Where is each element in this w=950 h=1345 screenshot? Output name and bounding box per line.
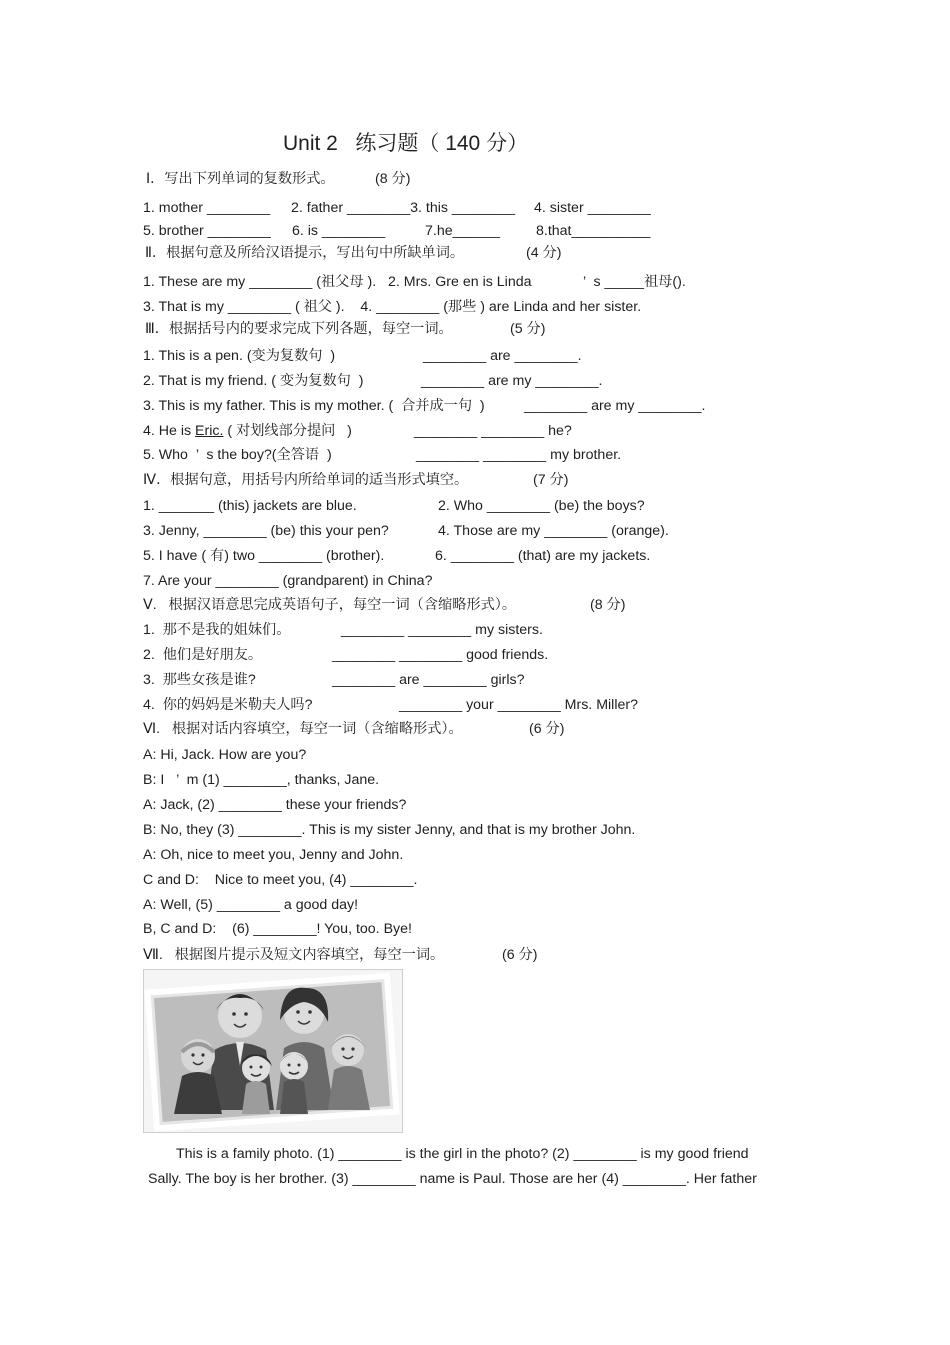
section-4-header: Ⅳ．根据句意，用括号内所给单词的适当形式填空。 <box>143 472 469 488</box>
s3-q5-answer: ________ ________ my brother. <box>416 447 622 463</box>
s3-q4-underlined: Eric. <box>195 423 224 439</box>
s1-q1: 1. mother ________ <box>143 200 270 216</box>
section-6-header: Ⅵ. 根据对话内容填空，每空一词（含缩略形式）。 <box>143 721 463 737</box>
s1-q7: 7.he______ <box>425 223 500 239</box>
s3-q1-answer: ________ are ________. <box>423 348 582 364</box>
s5-q3-answer: ________ are ________ girls? <box>332 672 525 688</box>
s3-q5: 5. Who ’ s the boy?(全答语 ) <box>143 447 332 463</box>
s2-line2: 3. That is my ________ ( 祖父 ). 4. ________ (那些 ) are Linda and her sister. <box>143 299 642 315</box>
section-1-header: Ⅰ．写出下列单词的复数形式。 <box>146 171 335 187</box>
s1-q6: 6. is ________ <box>292 223 386 239</box>
s4-q5: 5. I have ( 有) two ________ (brother). <box>143 548 385 564</box>
s3-q4 <box>143 422 352 440</box>
dialogue-line-7: A: Well, (5) ________ a good day! <box>143 897 359 913</box>
s5-q1-answer: ________ ________ my sisters. <box>341 622 543 638</box>
s5-q3: 3. 那些女孩是谁? <box>143 672 256 688</box>
s4-q4: 4. Those are my ________ (orange). <box>438 523 669 539</box>
s4-q2: 2. Who ________ (be) the boys? <box>438 498 645 514</box>
family-photo-illustration-icon <box>144 970 402 1132</box>
s3-q4-instruction: ( 对划线部分提问 ) <box>223 423 352 439</box>
s2-line1-end: ’ s _____祖母(). <box>583 274 686 290</box>
dialogue-line-1: A: Hi, Jack. How are you? <box>143 747 307 763</box>
section-3-score: (5 分) <box>510 321 546 337</box>
passage-line-1: This is a family photo. (1) ________ is the girl in the photo? (2) ________ is my good friend <box>176 1146 749 1162</box>
section-4-score: (7 分) <box>533 472 569 488</box>
s3-q2: 2. That is my friend. ( 变为复数句 ) <box>143 373 364 389</box>
s3-q2-answer: ________ are my ________. <box>421 373 603 389</box>
section-5-header: Ⅴ. 根据汉语意思完成英语句子，每空一词（含缩略形式）。 <box>143 597 517 613</box>
s1-q4: 4. sister ________ <box>534 200 651 216</box>
section-2-header: Ⅱ．根据句意及所给汉语提示，写出句中所缺单词。 <box>145 245 465 261</box>
s5-q4-answer: ________ your ________ Mrs. Miller? <box>399 697 638 713</box>
s3-q4-answer: ________ ________ he? <box>414 423 572 439</box>
dialogue-line-8: B, C and D: (6) ________! You, too. Bye! <box>143 921 412 937</box>
s2-line1: 1. These are my ________ (祖父母 ). 2. Mrs. Gre en is Linda <box>143 274 532 290</box>
section-7-header: Ⅶ. 根据图片提示及短文内容填空，每空一词。 <box>143 947 445 963</box>
s3-q1: 1. This is a pen. (变为复数句 ) <box>143 348 336 364</box>
section-6-score: (6 分) <box>529 721 565 737</box>
s1-q8: 8.that__________ <box>536 223 651 239</box>
s5-q2: 2. 他们是好朋友。 <box>143 647 263 663</box>
section-2-score: (4 分) <box>526 245 562 261</box>
s5-q2-answer: ________ ________ good friends. <box>332 647 549 663</box>
section-1-score: (8 分) <box>375 171 411 187</box>
s3-q3-answer: ________ are my ________. <box>524 398 706 414</box>
dialogue-line-2: B: I ’ m (1) ________, thanks, Jane. <box>143 772 380 788</box>
section-3-header: Ⅲ．根据括号内的要求完成下列各题，每空一词。 <box>145 321 453 337</box>
passage-line-2: Sally. The boy is her brother. (3) ________ name is Paul. Those are her (4) ________. Her father <box>148 1171 757 1187</box>
section-5-score: (8 分) <box>590 597 626 613</box>
s5-q1: 1. 那不是我的姐妹们。 <box>143 622 291 638</box>
s5-q4: 4. 你的妈妈是米勒夫人吗? <box>143 697 313 713</box>
s3-q3: 3. This is my father. This is my mother. ( 合并成一句 ) <box>143 398 485 414</box>
s3-q4-text: 4. He is <box>143 423 196 439</box>
dialogue-line-6: C and D: Nice to meet you, (4) ________. <box>143 872 418 888</box>
s1-q2-3: 2. father ________3. this ________ <box>291 200 516 216</box>
dialogue-line-5: A: Oh, nice to meet you, Jenny and John. <box>143 847 404 863</box>
page-title: Unit 2 练习题（ 140 分） <box>283 132 529 155</box>
s4-q7: 7. Are your ________ (grandparent) in China? <box>143 573 433 589</box>
s4-q3: 3. Jenny, ________ (be) this your pen? <box>143 523 389 539</box>
s4-q6: 6. ________ (that) are my jackets. <box>435 548 651 564</box>
section-7-score: (6 分) <box>502 947 538 963</box>
family-photo <box>143 969 403 1133</box>
s4-q1: 1. _______ (this) jackets are blue. <box>143 498 357 514</box>
dialogue-line-3: A: Jack, (2) ________ these your friends? <box>143 797 407 813</box>
s1-q5: 5. brother ________ <box>143 223 271 239</box>
dialogue-line-4: B: No, they (3) ________. This is my sister Jenny, and that is my brother John. <box>143 822 636 838</box>
